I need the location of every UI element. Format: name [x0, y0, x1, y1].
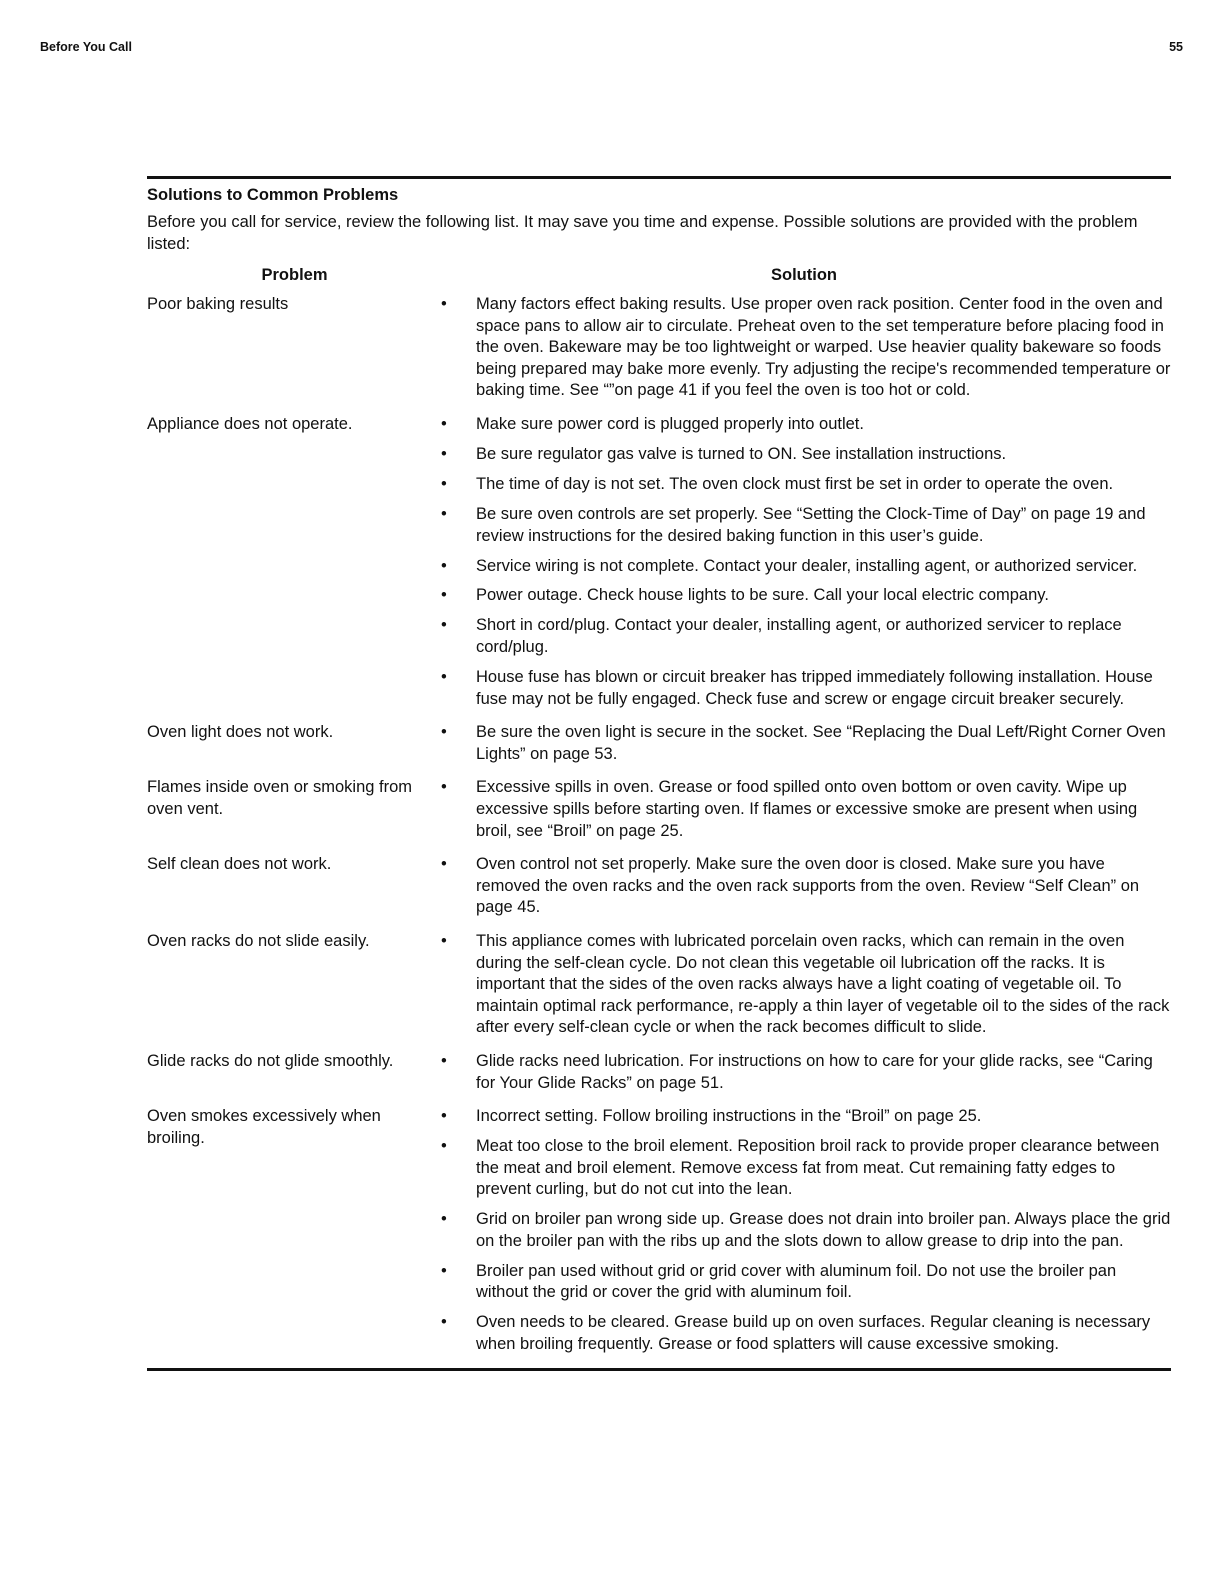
bullet-icon: • [441, 855, 447, 874]
solution-text: Oven control not set properly. Make sure the oven door is closed. Make sure you have removed the oven racks and the oven rack supports from the oven. Review “Self Clean” on page 45. [476, 855, 1140, 917]
problem-cell: Glide racks do not glide smoothly. [147, 1051, 394, 1070]
bullet-icon: • [441, 668, 447, 687]
problem-cell: Poor baking results [147, 295, 289, 313]
solution-item [441, 474, 1171, 496]
bullet-icon: • [441, 616, 447, 635]
bullet-icon: • [441, 1107, 447, 1126]
bottom-rule [147, 1368, 1171, 1371]
solution-item [441, 444, 1171, 466]
solution-text: Excessive spills in oven. Grease or food spilled onto oven bottom or oven cavity. Wipe up excessive spills before starting oven. If flames or excessive smoke are present when using broil, see “Broil” on page 25. [476, 778, 1138, 840]
solution-cell [441, 294, 1171, 402]
solution-text: Be sure regulator gas valve is turned to ON. See installation instructions. [476, 444, 1007, 463]
table-row [147, 722, 1171, 765]
table-row [147, 414, 1171, 710]
section-title: Solutions to Common Problems [147, 186, 399, 204]
bullet-icon: • [441, 778, 447, 797]
solution-cell [441, 854, 1171, 919]
solution-item [441, 931, 1171, 1039]
solution-item [441, 667, 1171, 710]
problem-cell: Appliance does not operate. [147, 414, 353, 433]
solution-item [441, 1051, 1171, 1094]
solution-text: Broiler pan used without grid or grid cover with aluminum foil. Do not use the broiler pan without the grid or cover the grid with aluminum foil. [476, 1261, 1117, 1302]
solution-text: Grid on broiler pan wrong side up. Grease does not drain into broiler pan. Always place the grid on the broiler pan with the ribs up and the slots down to allow grease to drip into the pan. [476, 1210, 1171, 1250]
top-rule [147, 176, 1171, 179]
solution-cell [441, 414, 1171, 710]
solution-item [441, 1312, 1171, 1355]
solution-text: Many factors effect baking results. Use proper oven rack position. Center food in the oven and space pans to allow air to circulate. Preheat oven to the set temperature before placing food in the oven. Bakeware may be too lightweight or warped. Use heavier quality bakeware so foods being prepared may bake more evenly. Try adjusting the recipe's recommended temperature or baking time. See “”on page 41 if you feel the oven is too hot or cold. [476, 295, 1171, 400]
solution-cell [441, 722, 1171, 765]
table-row [147, 931, 1171, 1039]
page-number: 55 [1169, 40, 1183, 54]
solution-text: Short in cord/plug. Contact your dealer, installing agent, or authorized servicer to replace cord/plug. [476, 616, 1122, 657]
solution-text: Oven needs to be cleared. Grease build up on oven surfaces. Regular cleaning is necessary when broiling frequently. Grease or food splatters will cause excessive smoking. [476, 1313, 1151, 1354]
bullet-icon: • [441, 586, 447, 605]
bullet-icon: • [441, 723, 447, 742]
solution-item [441, 1106, 1171, 1128]
solution-item [441, 294, 1171, 402]
solution-text: Glide racks need lubrication. For instructions on how to care for your glide racks, see “Caring for Your Glide Racks” on page 51. [476, 1051, 1153, 1092]
table-row [147, 854, 1171, 919]
solution-item [441, 1209, 1171, 1252]
solution-item [441, 854, 1171, 919]
solution-text: The time of day is not set. The oven clock must first be set in order to operate the oven. [476, 474, 1114, 493]
bullet-icon: • [441, 1210, 447, 1229]
solution-text: House fuse has blown or circuit breaker has tripped immediately following installation. House fuse may not be fully engaged. Check fuse and screw or engage circuit breaker securely. [476, 668, 1153, 708]
solution-text: Service wiring is not complete. Contact your dealer, installing agent, or authorized servicer. [476, 556, 1138, 575]
solution-cell [441, 1106, 1171, 1356]
solution-cell [441, 777, 1171, 842]
solution-item [441, 556, 1171, 578]
column-headers [147, 264, 1171, 286]
bullet-icon: • [441, 1261, 447, 1280]
table-row [147, 294, 1171, 402]
table-row [147, 777, 1171, 842]
bullet-icon: • [441, 1051, 447, 1070]
solution-text: Be sure oven controls are set properly. See “Setting the Clock-Time of Day” on page 19 and review instructions for the desired baking function in this user’s guide. [476, 504, 1146, 545]
section-name: Before You Call [40, 40, 132, 54]
problem-cell: Oven light does not work. [147, 723, 334, 742]
solution-item [441, 722, 1171, 765]
bullet-icon: • [441, 444, 447, 463]
bullet-icon: • [441, 556, 447, 575]
solution-item [441, 585, 1171, 607]
problem-cell: Flames inside oven or smoking from oven vent. [147, 778, 413, 819]
problem-cell: Self clean does not work. [147, 855, 332, 874]
solution-item [441, 504, 1171, 547]
bullet-icon: • [441, 931, 447, 950]
solution-item [441, 1261, 1171, 1304]
solution-text: Make sure power cord is plugged properly into outlet. [476, 414, 864, 433]
table-row [147, 1051, 1171, 1094]
bullet-icon: • [441, 295, 447, 313]
problem-solution-table [147, 294, 1171, 1356]
solution-item [441, 777, 1171, 842]
solution-item [441, 615, 1171, 658]
bullet-icon: • [441, 414, 447, 433]
bullet-icon: • [441, 504, 447, 523]
solution-cell [441, 931, 1171, 1039]
solution-text: Incorrect setting. Follow broiling instructions in the “Broil” on page 25. [476, 1107, 982, 1126]
table-row [147, 1106, 1171, 1356]
solution-text: Meat too close to the broil element. Reposition broil rack to provide proper clearance between the meat and broil element. Remove excess fat from meat. Cut remaining fatty edges to prevent curling, but do not cut into the lean. [476, 1137, 1160, 1199]
page-header [40, 40, 1183, 54]
bullet-icon: • [441, 474, 447, 493]
troubleshooting-section [147, 176, 1171, 1371]
solution-text: Power outage. Check house lights to be sure. Call your local electric company. [476, 586, 1049, 605]
problem-column-header: Problem [261, 266, 328, 284]
solution-cell [441, 1051, 1171, 1094]
solution-item [441, 1136, 1171, 1201]
problem-cell: Oven racks do not slide easily. [147, 931, 370, 950]
solution-item [441, 414, 1171, 436]
bullet-icon: • [441, 1313, 447, 1332]
intro-paragraph: Before you call for service, review the following list. It may save you time and expense. Possible solutions are provided with the problem listed: [147, 213, 1138, 253]
solution-text: This appliance comes with lubricated porcelain oven racks, which can remain in the oven during the self-clean cycle. Do not clean this vegetable oil lubrication off the racks. It is important that the sides of the oven racks always have a light coating of vegetable oil. To maintain optimal rack performance, re-apply a thin layer of vegetable oil to the sides of the rack after every self-clean cycle or when the rack becomes difficult to slide. [476, 931, 1170, 1037]
problem-cell: Oven smokes excessively when broiling. [147, 1107, 381, 1147]
solution-column-header: Solution [771, 266, 837, 284]
bullet-icon: • [441, 1137, 447, 1156]
solution-text: Be sure the oven light is secure in the socket. See “Replacing the Dual Left/Right Corner Oven Lights” on page 53. [476, 723, 1166, 763]
